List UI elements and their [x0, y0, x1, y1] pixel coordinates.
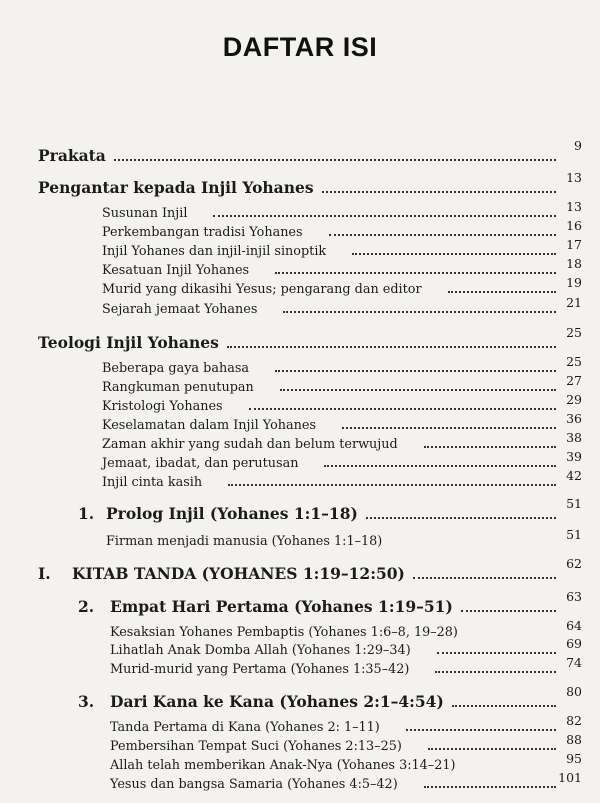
- toc-page-number: 88: [566, 732, 582, 747]
- toc-entry-gaya-bahasa[interactable]: [102, 354, 582, 376]
- toc-page-number: 51: [566, 527, 582, 542]
- dot-leader: [114, 157, 556, 161]
- chapter-number: 3.: [78, 692, 95, 711]
- toc-page-number: 42: [566, 468, 582, 483]
- toc-entry-zaman-akhir[interactable]: [102, 430, 582, 452]
- dot-leader: [366, 515, 556, 519]
- dot-leader: [329, 232, 556, 236]
- toc-label: Murid yang dikasihi Yesus; pengarang dan editor: [102, 282, 422, 297]
- toc-entry-anak-domba[interactable]: [110, 636, 582, 658]
- dot-leader: [437, 650, 556, 654]
- part-title: KITAB TANDA (YOHANES 1:19–12:50): [72, 564, 405, 583]
- dot-leader: [228, 482, 556, 486]
- toc-page-number: 9: [574, 138, 582, 153]
- toc-page-number: 25: [566, 354, 582, 369]
- toc-label: Sejarah jemaat Yohanes: [102, 302, 258, 317]
- dot-leader: [322, 189, 556, 193]
- toc-entry-sejarah-jemaat[interactable]: [102, 295, 582, 317]
- dot-leader: [342, 425, 556, 429]
- toc-entry-perkembangan-tradisi[interactable]: [102, 218, 582, 240]
- dot-leader: [424, 784, 556, 788]
- toc-label: [38, 564, 409, 583]
- toc-label: Zaman akhir yang sudah dan belum terwujud: [102, 437, 398, 452]
- toc-entry-samaria[interactable]: [110, 770, 582, 792]
- toc-label: Keselamatan dalam Injil Yohanes: [102, 418, 317, 433]
- toc-label: Yesus dan bangsa Samaria (Yohanes 4:5–42): [110, 777, 398, 792]
- toc-label: Injil cinta kasih: [102, 475, 203, 490]
- toc-entry-pengantar[interactable]: [38, 170, 582, 197]
- toc-label: Perkembangan tradisi Yohanes: [102, 225, 303, 240]
- dot-leader: [352, 251, 556, 255]
- toc-page-number: 29: [566, 392, 582, 407]
- dot-leader: [249, 406, 556, 410]
- dot-leader: [428, 746, 556, 750]
- toc-page-number: 39: [566, 449, 582, 464]
- toc-entry-susunan-injil[interactable]: [102, 199, 582, 221]
- toc-label: Beberapa gaya bahasa: [102, 361, 250, 376]
- toc-label: Prakata: [38, 146, 106, 165]
- toc-page-number: 62: [566, 556, 582, 571]
- toc-entry-kesatuan-injil[interactable]: [102, 256, 582, 278]
- dot-leader: [275, 368, 556, 372]
- toc-page-number: 18: [566, 256, 582, 271]
- dot-leader: [280, 387, 556, 391]
- chapter-title: Dari Kana ke Kana (Yohanes 2:1–4:54): [110, 692, 444, 711]
- dot-leader: [448, 289, 556, 293]
- toc-entry-prakata[interactable]: [38, 138, 582, 165]
- toc-label: Rangkuman penutupan: [102, 380, 254, 395]
- toc-label: [78, 504, 362, 523]
- toc-entry-allah-memberikan[interactable]: [110, 751, 582, 773]
- toc-page-number: 63: [566, 589, 582, 604]
- toc-entry-murid-dikasihi[interactable]: [102, 275, 582, 297]
- toc-label: Teologi Injil Yohanes: [38, 333, 219, 352]
- dot-leader: [213, 213, 556, 217]
- dot-leader: [324, 463, 556, 467]
- toc-page-number: 13: [566, 199, 582, 214]
- toc-label: Pembersihan Tempat Suci (Yohanes 2:13–25): [110, 739, 402, 754]
- toc-entry-kesaksian-yohanes[interactable]: [110, 618, 582, 640]
- toc-label: Firman menjadi manusia (Yohanes 1:1–18): [106, 534, 383, 549]
- toc-page-number: 27: [566, 373, 582, 388]
- toc-page-number: 25: [566, 325, 582, 340]
- dot-leader: [283, 309, 556, 313]
- chapter-number: 2.: [78, 597, 95, 616]
- toc-label: Kesaksian Yohanes Pembaptis (Yohanes 1:6–8, 19–28): [110, 625, 458, 640]
- toc-label: Lihatlah Anak Domba Allah (Yohanes 1:29–34): [110, 643, 411, 658]
- chapter-title: Prolog Injil (Yohanes 1:1–18): [106, 504, 358, 523]
- toc-page-number: 17: [566, 237, 582, 252]
- toc-entry-rangkuman[interactable]: [102, 373, 582, 395]
- dot-leader: [227, 344, 556, 348]
- toc-page-number: 38: [566, 430, 582, 445]
- toc-page-number: 64: [566, 618, 582, 633]
- dot-leader: [424, 444, 556, 448]
- toc-entry-firman[interactable]: [106, 527, 582, 549]
- toc-label: Allah telah memberikan Anak-Nya (Yohanes 3:14–21): [110, 758, 456, 773]
- chapter-title: Empat Hari Pertama (Yohanes 1:19–51): [110, 597, 453, 616]
- dot-leader: [406, 727, 556, 731]
- toc-entry-jemaat-ibadat[interactable]: [102, 449, 582, 471]
- toc-page-number: 51: [566, 496, 582, 511]
- toc-entry-dari-kana[interactable]: [78, 684, 582, 711]
- dot-leader: [452, 703, 556, 707]
- toc-page-number: 16: [566, 218, 582, 233]
- toc-entry-prolog[interactable]: [78, 496, 582, 523]
- toc-page-number: 36: [566, 411, 582, 426]
- chapter-number: 1.: [78, 504, 95, 523]
- toc-page-number: 80: [566, 684, 582, 699]
- toc-label: Tanda Pertama di Kana (Yohanes 2: 1–11): [110, 720, 380, 735]
- toc-page-number: 101: [558, 770, 582, 785]
- dot-leader: [461, 608, 556, 612]
- toc-label: [78, 597, 457, 616]
- toc-page-number: 69: [566, 636, 582, 651]
- toc-entry-kristologi[interactable]: [102, 392, 582, 414]
- page-title: DAFTAR ISI: [222, 32, 378, 62]
- toc-entry-teologi[interactable]: [38, 325, 582, 352]
- toc-label: Pengantar kepada Injil Yohanes: [38, 178, 314, 197]
- toc-entry-kitab-tanda[interactable]: [38, 556, 582, 583]
- toc-page-number: 13: [566, 170, 582, 185]
- toc-entry-pembersihan[interactable]: [110, 732, 582, 754]
- toc-entry-injil-sinoptik[interactable]: [102, 237, 582, 259]
- toc-page-number: 74: [566, 655, 582, 670]
- toc-page-number: 21: [566, 295, 582, 310]
- toc-page-number: 95: [566, 751, 582, 766]
- dot-leader: [413, 575, 556, 579]
- toc-page-number: 19: [566, 275, 582, 290]
- toc-entry-keselamatan[interactable]: [102, 411, 582, 433]
- toc-entry-murid-pertama[interactable]: [110, 655, 582, 677]
- toc-label: Jemaat, ibadat, dan perutusan: [102, 456, 299, 471]
- dot-leader: [275, 270, 556, 274]
- toc-page-number: 82: [566, 713, 582, 728]
- toc-entry-cinta-kasih[interactable]: [102, 468, 582, 490]
- toc-entry-empat-hari[interactable]: [78, 589, 582, 616]
- toc-entry-tanda-pertama[interactable]: [110, 713, 582, 735]
- toc-label: Kristologi Yohanes: [102, 399, 223, 414]
- part-number: I.: [38, 564, 51, 583]
- toc-label: Murid-murid yang Pertama (Yohanes 1:35–42): [110, 662, 410, 677]
- dot-leader: [435, 669, 556, 673]
- toc-label: Injil Yohanes dan injil-injil sinoptik: [102, 244, 327, 259]
- toc-label: Susunan Injil: [102, 206, 188, 221]
- toc-label: Kesatuan Injil Yohanes: [102, 263, 250, 278]
- toc-label: [78, 692, 448, 711]
